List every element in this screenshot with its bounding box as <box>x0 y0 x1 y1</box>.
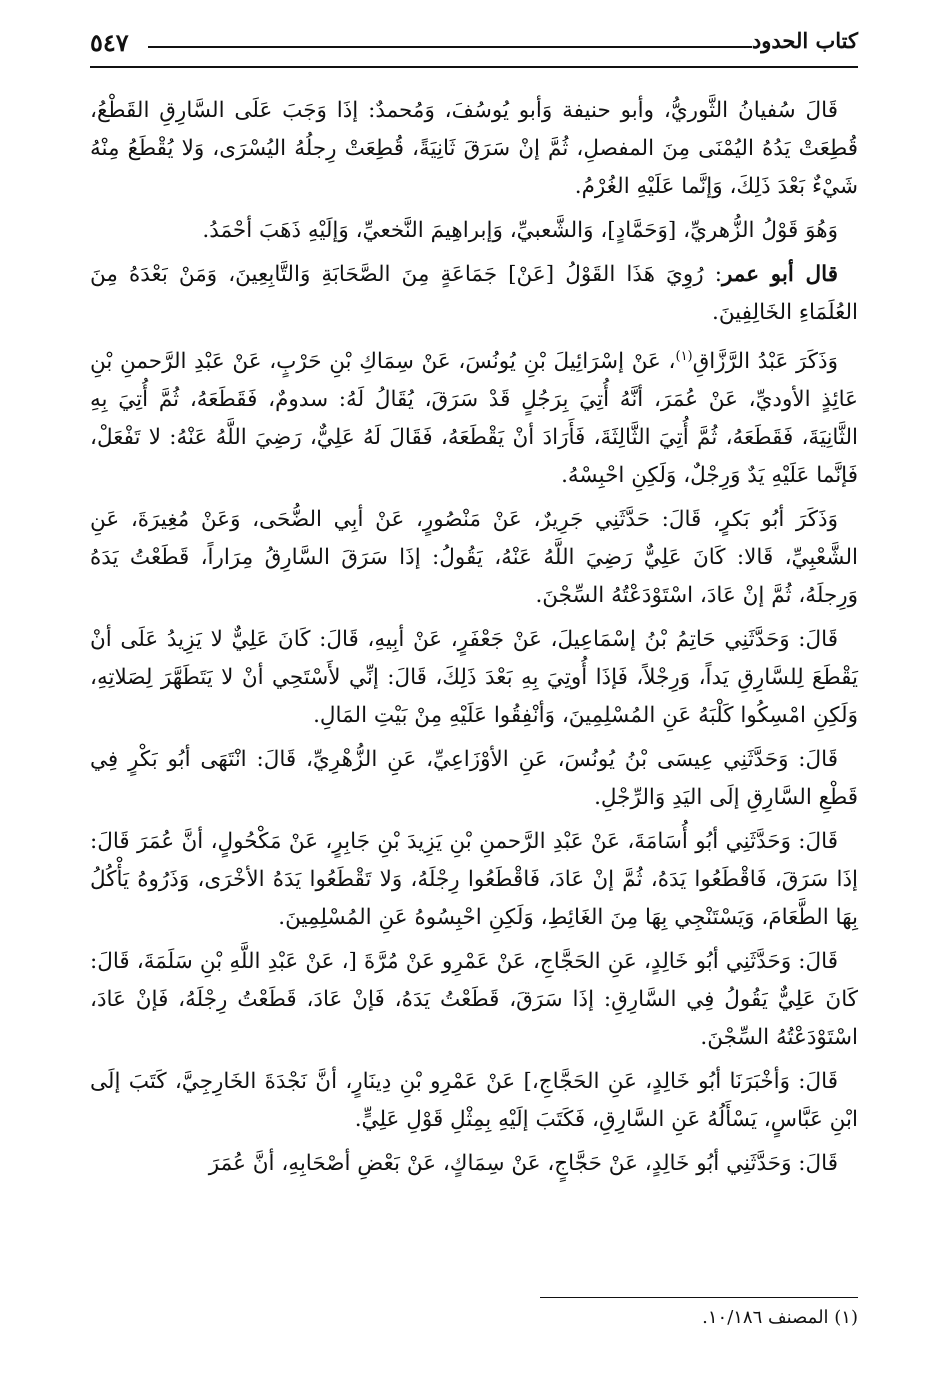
paragraph-text: قَالَ: وَأخْبَرَنَا أبُو خَالِدٍ، عَنِ الحَجَّاجِ،] عَنْ عَمْرِو بْنِ دِينَارٍ، أنَّ نَجْدَةَ الخَارِجِيَّ، كَتَبَ إلَى ابْنِ عَبَّاسٍ، يَسْأَلُهُ عَنِ السَّارِقِ، فَكَتَبَ إلَيْهِ بِمِثْلِ قَوْلِ عَلِيٍّ. <box>90 1069 858 1133</box>
page-number: ٥٤٧ <box>90 28 129 57</box>
paragraph-4 <box>90 338 858 495</box>
paragraph-3 <box>90 256 858 332</box>
paragraph-text: قَالَ: وَحَدَّثَنِي أبُو أُسَامَةَ، عَنْ عَبْدِ الرَّحمنِ بْنِ يَزِيدَ بْنِ جَابِرٍ، عَنْ مَكْحُولٍ، أنَّ عُمَرَ قَالَ: إذَا سَرَقَ، فَاقْطَعُوا يَدَهُ، ثُمَّ إنْ عَادَ، فَاقْطَعُوا رِجْلَهُ، وَلا تَقْطَعُوا يَدَهُ الأخْرَى، وَذَرُوهُ يَأْكُلُ بِهَا الطَّعَامَ، وَيَسْتَنْجِي بِهَا مِنَ الغَائِطِ، وَلَكِنِ احْبِسُوهُ عَنِ المُسْلِمِينَ. <box>90 829 858 931</box>
paragraph-text: قَالَ سُفيانُ الثَّوريُّ، وأبو حنيفة وَأبو يُوسُفَ، وَمُحمدٌ: إذَا وَجَبَ عَلَى السَّارِقِ القَطْعُ، قُطِعَتْ يَدُهُ اليُمْنَى مِنَ المفصلِ، ثُمَّ إنْ سَرَقَ ثَانِيَةً، قُطِعَتْ رِجلُهُ اليُسْرَى، وَلا يُقْطَعُ مِنْهُ شَيْءٌ بَعْدَ ذَلِكَ، وَإنَّما عَلَيْهِ الغُرْمُ. <box>90 98 858 199</box>
header-rule <box>148 46 752 48</box>
paragraph-text: قَالَ: وَحَدَّثَنِي أبُو خَالِدٍ، عَنْ حَجَّاجٍ، عَنْ سِمَاكٍ، عَنْ بَعْضِ أصْحَابِهِ، أنَّ عُمَرَ <box>208 1151 838 1177</box>
paragraph-text: قَالَ: وَحَدَّثَنِي أبُو خَالِدٍ، عَنِ الحَجَّاجِ، عَنْ عَمْرِو عَنْ مُرَّةَ [، عَنْ عَبْدِ اللَّهِ بْنِ سَلَمَةَ، قَالَ: كَانَ عَلِيٌّ يَقُولُ فِي السَّارِقِ: إذَا سَرَقَ، قَطَعْتُ يَدَهُ، فَإنْ عَادَ، قَطَعْتُ رِجْلَهُ، فَإنْ عَادَ، اسْتَوْدَعْتُهُ السِّجْنَ. <box>90 949 858 1051</box>
paragraph-7 <box>90 741 858 817</box>
paragraph-9 <box>90 943 858 1057</box>
paragraph-2 <box>90 212 858 250</box>
footnote: (١) المصنف ١٠/١٨٦. <box>702 1307 858 1328</box>
header-divider <box>90 66 858 68</box>
main-text <box>90 92 858 1189</box>
paragraph-text: قَالَ: وَحَدَّثَنِي حَاتِمُ بْنُ إسْمَاعِيلَ، عَنْ جَعْفَرٍ، عَنْ أبِيهِ، قَالَ: كَانَ عَلِيٌّ لا يَزِيدُ عَلَى أنْ يَقْطَعَ لِلسَّارِقِ يَداً، وَرِجْلاً، فَإذَا أُوتِيَ بِهِ بَعْدَ ذَلِكَ، قَالَ: إنِّي لأَسْتَحِي أنْ لا يَتَطَهَّرَ لِصَلاتِهِ، وَلَكِنِ امْسِكُوا كَلْبَهُ عَنِ المُسْلِمِينَ، وَأنْفِقُوا عَلَيْهِ مِنْ بَيْتِ المَالِ. <box>90 627 858 729</box>
paragraph-text: قَالَ: وَحَدَّثَنِي عِيسَى بْنُ يُونُسَ، عَنِ الأوْزَاعِيِّ، عَنِ الزُّهْرِيِّ، قَالَ: انْتَهَى أبُو بَكْرٍ فِي قَطْعِ السَّارِقِ إلَى اليَدِ وَالرِّجْلِ. <box>90 747 858 811</box>
paragraph-text: وَهُوَ قَوْلُ الزُّهريِّ، [وَحَمَّادٍ]، وَالشَّعبيِّ، وَإبراهِيمَ النَّخعيِّ، وَإلَيْهِ ذَهَبَ أحْمَدُ. <box>202 218 838 243</box>
paragraph-6 <box>90 621 858 735</box>
paragraph-11 <box>90 1145 858 1183</box>
paragraph-5 <box>90 501 858 615</box>
speaker-label: قال أبو عمر <box>721 262 838 287</box>
page-header <box>90 28 858 60</box>
paragraph-10 <box>90 1063 858 1139</box>
paragraph-text: : رُوِيَ هَذَا القَوْلُ [عَنْ] جَمَاعَةٍ مِنَ الصَّحَابَةِ وَالتَّابِعِينَ، وَمَنْ بَعْدَهُ مِنَ العُلَمَاءِ الخَالِفِينَ. <box>90 262 858 325</box>
paragraph-text: ، عَنْ إسْرَائِيلَ بْنِ يُونُسَ، عَنْ سِمَاكِ بْنِ حَرْبٍ، عَنْ عَبْدِ الرَّحمنِ بْنِ عَائِذٍ الأوديِّ، عَنْ عُمَرَ، أنَّهُ أُتِيَ بِرَجُلٍ قَدْ سَرَقَ، يُقَالُ لَهُ: سدومٌ، فَقَطَعَهُ، ثُمَّ أُتِيَ بِهِ الثَّانِيَةَ، فَقَطَعَهُ، ثُمَّ أُتِيَ الثَّالِثَةَ، فَأَرَادَ أنْ يَقْطَعَهُ، فَقَالَ لَهُ عَلِيٌّ، رَضِيَ اللَّهُ عَنْهُ: لا تَفْعَلْ، فَإنَّما عَلَيْهِ يَدٌ وَرِجْلٌ، وَلَكِنِ احْبِسْهُ. <box>90 349 858 489</box>
footnote-ref[interactable]: (١) <box>675 349 693 364</box>
paragraph-text: وَذَكَرَ عَبْدُ الرَّزَّاقِ <box>692 349 839 375</box>
paragraph-text: وَذَكَرَ أبُو بَكرٍ، قَالَ: حَدَّثَنِي جَرِيرٌ، عَنْ مَنْصُورٍ، عَنْ أبِي الضُّحَى، وَعَنْ مُغِيرَةَ، عَنِ الشَّعْبِيِّ، قَالا: كَانَ عَلِيٌّ رَضِيَ اللَّهُ عَنْهُ، يَقُولُ: إذَا سَرَقَ السَّارِقُ مِرَاراً، قَطَعْتُ يَدَهُ وَرِجلَهُ، ثُمَّ إنْ عَادَ، اسْتَوْدَعْتُهُ السِّجْنَ. <box>90 507 858 609</box>
paragraph-8 <box>90 823 858 937</box>
paragraph-1 <box>90 92 858 206</box>
footnote-rule <box>540 1297 858 1298</box>
running-title: كتاب الحدود <box>751 28 858 53</box>
